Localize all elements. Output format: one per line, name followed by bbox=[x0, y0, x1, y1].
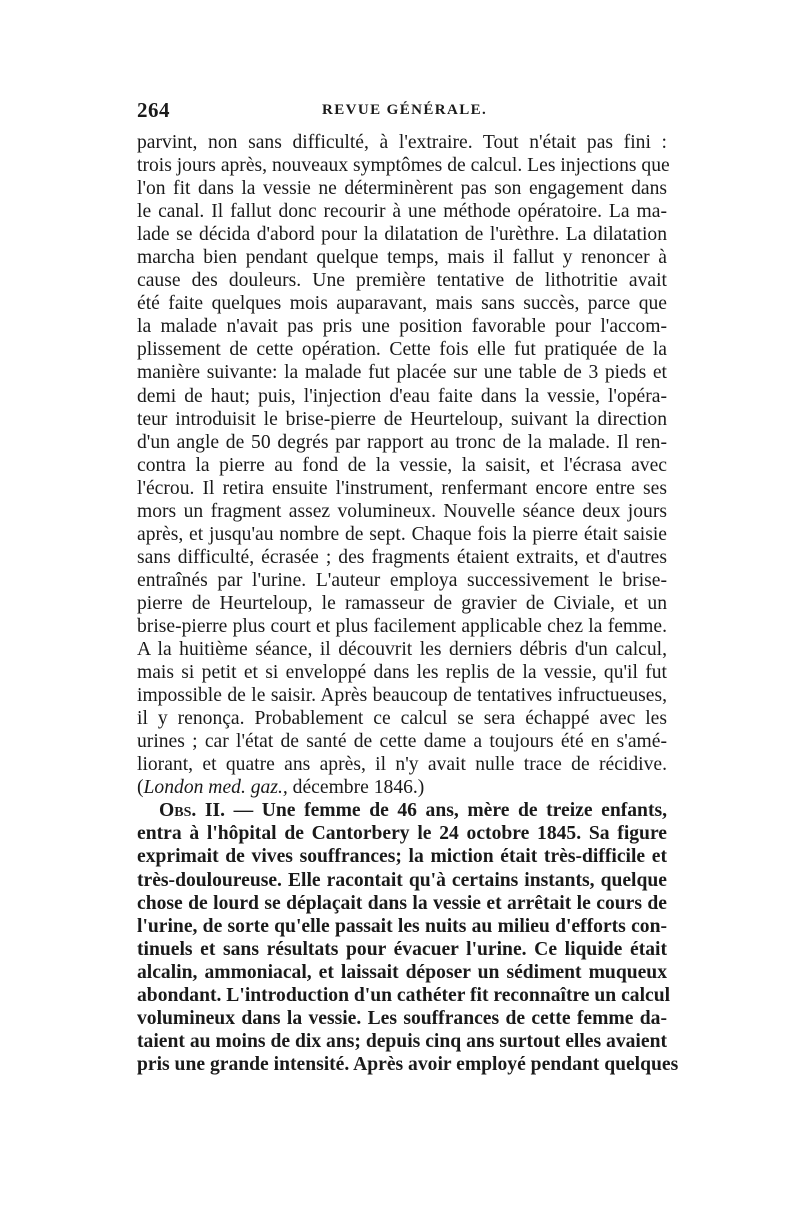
observation-label: Obs. II. bbox=[159, 800, 234, 822]
text-line: tinuels et sans résultats pour évacuer l'urine. Ce liquide était bbox=[137, 938, 667, 960]
text-line: l'écrou. Il retira ensuite l'instrument, renfermant encore entre ses bbox=[137, 477, 667, 499]
running-head: REVUE GÉNÉRALE. bbox=[322, 102, 488, 118]
text-line: après, et jusqu'au nombre de sept. Chaque fois la pierre était saisie bbox=[137, 523, 667, 545]
text-line: parvint, non sans difficulté, à l'extraire. Tout n'était pas fini : bbox=[137, 132, 667, 153]
text-line: entraînés par l'urine. L'auteur employa successivement le brise- bbox=[137, 569, 667, 591]
page-header bbox=[137, 98, 667, 128]
text-line: sans difficulté, écrasée ; des fragments étaient extraits, et d'autres bbox=[137, 546, 667, 568]
text-line: mais si petit et si enveloppé dans les replis de la vessie, qu'il fut bbox=[137, 662, 667, 684]
citation-source: London med. gaz., bbox=[143, 777, 288, 799]
text-line: exprimait de vives souffrances; la miction était très-difficile et bbox=[137, 846, 667, 868]
page-number: 264 bbox=[137, 98, 170, 122]
text-line: plissement de cette opération. Cette fois elle fut pratiquée de la bbox=[137, 339, 667, 361]
text-line: contra la pierre au fond de la vessie, la saisit, et l'écrasa avec bbox=[137, 454, 667, 476]
text-line: marcha bien pendant quelque temps, mais il fallut y renoncer à bbox=[137, 247, 667, 269]
text-line: A la huitième séance, il découvrit les derniers débris d'un calcul, bbox=[137, 639, 667, 661]
text-line: le canal. Il fallut donc recourir à une méthode opératoire. La ma- bbox=[137, 201, 667, 223]
text-line: d'un angle de 50 degrés par rapport au tronc de la malade. Il ren- bbox=[137, 431, 667, 453]
text-line: la malade n'avait pas pris une position favorable pour l'accom- bbox=[137, 316, 667, 338]
text-line: entra à l'hôpital de Cantorbery le 24 octobre 1845. Sa figure bbox=[137, 823, 667, 845]
text-line: Obs. II. — Une femme de 46 ans, mère de treize enfants, bbox=[159, 800, 667, 822]
text-line: chose de lourd se déplaçait dans la vessie et arrêtait le cours de bbox=[137, 892, 667, 914]
text-line: cause des douleurs. Une première tentative de lithotritie avait bbox=[137, 270, 667, 292]
text-line: manière suivante: la malade fut placée sur une table de 3 pieds et bbox=[137, 362, 667, 384]
text-line: l'on fit dans la vessie ne déterminèrent pas son engagement dans bbox=[137, 178, 667, 200]
text-line: taient au moins de dix ans; depuis cinq ans surtout elles avaient bbox=[137, 1030, 667, 1052]
text-line: très-douloureuse. Elle racontait qu'à certains instants, quelque bbox=[137, 869, 667, 891]
text-line: volumineux dans la vessie. Les souffrances de cette femme da- bbox=[137, 1007, 667, 1029]
text-line: mors un fragment assez volumineux. Nouvelle séance deux jours bbox=[137, 500, 667, 522]
text-line: abondant. L'introduction d'un cathéter fit reconnaître un calcul bbox=[137, 984, 671, 1006]
text-line: teur introduisit le brise-pierre de Heurteloup, suivant la direction bbox=[137, 408, 667, 430]
text-line: pierre de Heurteloup, le ramasseur de gravier de Civiale, et un bbox=[137, 592, 667, 614]
text-line: impossible de le saisir. Après beaucoup de tentatives infructueuses, bbox=[137, 685, 667, 707]
text-line: pris une grande intensité. Après avoir employé pendant quelques bbox=[137, 1053, 679, 1075]
text-line: urines ; car l'état de santé de cette dame a toujours été en s'amé- bbox=[137, 731, 667, 753]
text-line: été faite quelques mois auparavant, mais sans succès, parce que bbox=[137, 293, 667, 315]
text-line: liorant, et quatre ans après, il n'y avait nulle trace de récidive. bbox=[137, 754, 667, 776]
text-line: il y renonça. Probablement ce calcul se sera échappé avec les bbox=[137, 708, 667, 730]
text-line: demi de haut; puis, l'injection d'eau faite dans la vessie, l'opéra- bbox=[137, 385, 667, 407]
text-line: brise-pierre plus court et plus facilement applicable chez la femme. bbox=[137, 615, 667, 637]
text-line: l'urine, de sorte qu'elle passait les nuits au milieu d'efforts con- bbox=[137, 915, 667, 937]
text-line: trois jours après, nouveaux symptômes de calcul. Les injections que bbox=[137, 155, 670, 177]
text-line: (London med. gaz., décembre 1846.) bbox=[137, 777, 425, 799]
body-text bbox=[137, 131, 679, 1076]
text-line: alcalin, ammoniacal, et laissait déposer un sédiment muqueux bbox=[137, 961, 667, 983]
text-line: lade se décida d'abord pour la dilatation de l'urèthre. La dilatation bbox=[137, 224, 667, 246]
